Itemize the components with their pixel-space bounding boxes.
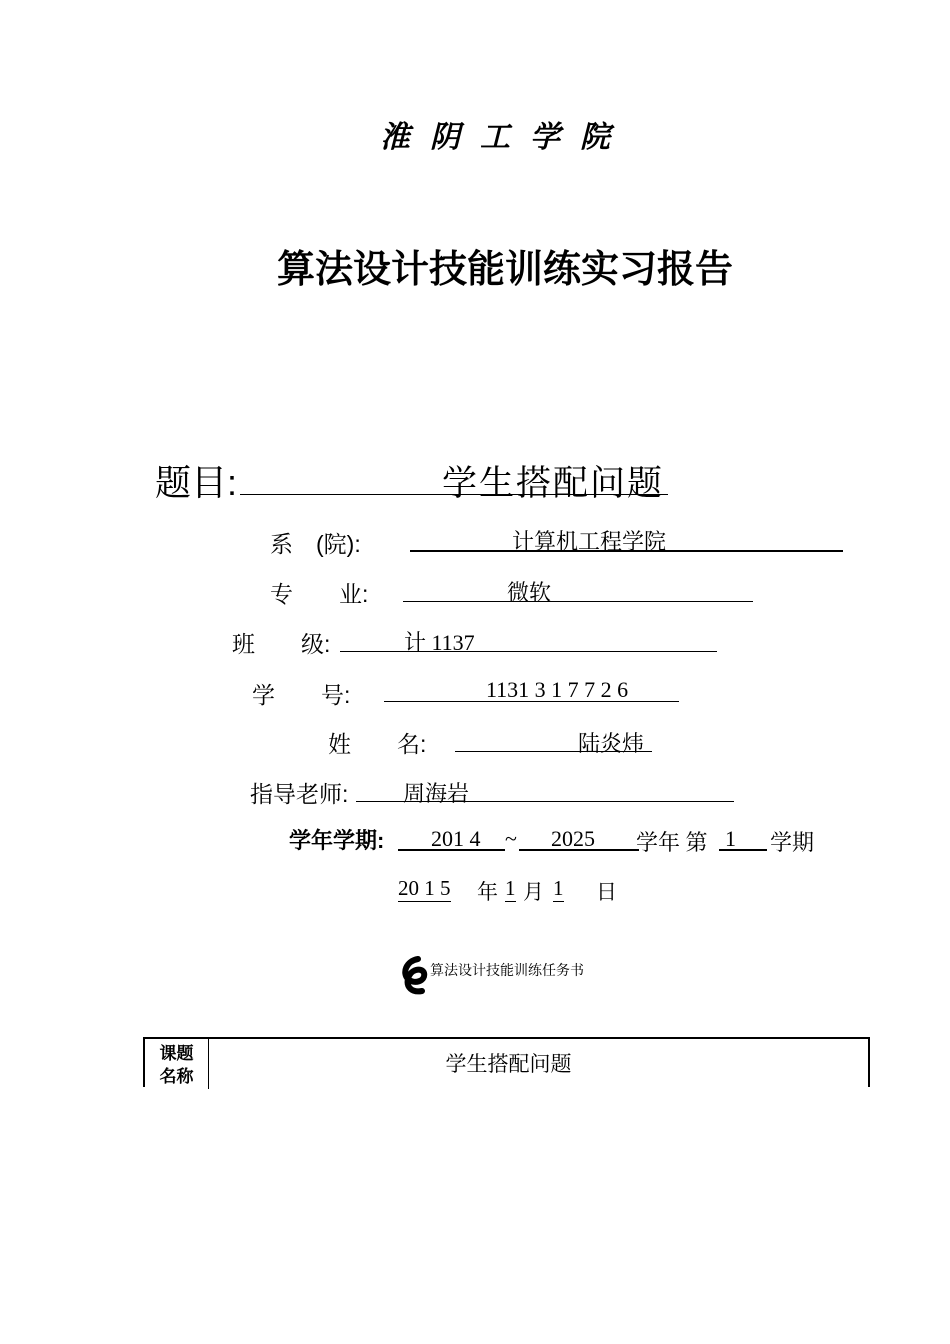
term-end-text: 学期 xyxy=(770,830,815,855)
task-book-title: 算法设计技能训练任务书 xyxy=(430,962,584,978)
task-table-header-line1: 课题 xyxy=(159,1044,194,1063)
term-tilde: ~ xyxy=(505,826,517,851)
student-id-label: 学 号: xyxy=(252,682,351,708)
name-value: 陆炎炜 xyxy=(578,731,645,756)
class-value: 计 1137 xyxy=(404,630,475,655)
date-month: 1 xyxy=(505,876,516,900)
dept-value: 计算机工程学院 xyxy=(512,529,667,554)
major-value: 微软 xyxy=(507,580,552,605)
student-id-value: 1131 3 1 7 7 2 6 xyxy=(486,677,629,702)
advisor-value: 周海岩 xyxy=(403,781,470,806)
date-year: 20 1 5 xyxy=(398,876,451,900)
flourish-icon xyxy=(398,955,432,995)
name-label: 姓 名: xyxy=(328,731,427,757)
class-label: 班 级: xyxy=(232,631,331,657)
topic-value: 学生搭配问题 xyxy=(442,464,665,503)
major-label: 专 业: xyxy=(270,581,369,607)
date-day-char: 日 xyxy=(596,880,617,904)
advisor-label: 指导老师: xyxy=(250,781,349,807)
task-table-header-line2: 名称 xyxy=(159,1067,194,1086)
term-mid-text: 学年 第 xyxy=(636,830,708,855)
task-table-header xyxy=(145,1039,209,1089)
task-table xyxy=(143,1037,870,1087)
major-underline xyxy=(403,580,753,602)
term-year-start: 201 4 xyxy=(431,826,481,851)
term-year-end: 2025 xyxy=(551,826,595,851)
date-month-char: 月 xyxy=(523,880,544,904)
date-day: 1 xyxy=(553,876,564,900)
report-title: 算法设计技能训练实习报告 xyxy=(276,249,733,291)
class-underline xyxy=(340,630,717,652)
dept-label: 系 (院): xyxy=(270,531,361,557)
date-year-char: 年 xyxy=(477,880,498,904)
term-label: 学年学期: xyxy=(289,828,385,853)
task-table-value: 学生搭配问题 xyxy=(445,1052,572,1076)
school-name: 淮阴工学院 xyxy=(380,121,630,154)
term-semester: 1 xyxy=(725,826,736,851)
topic-label: 题目: xyxy=(155,462,238,503)
